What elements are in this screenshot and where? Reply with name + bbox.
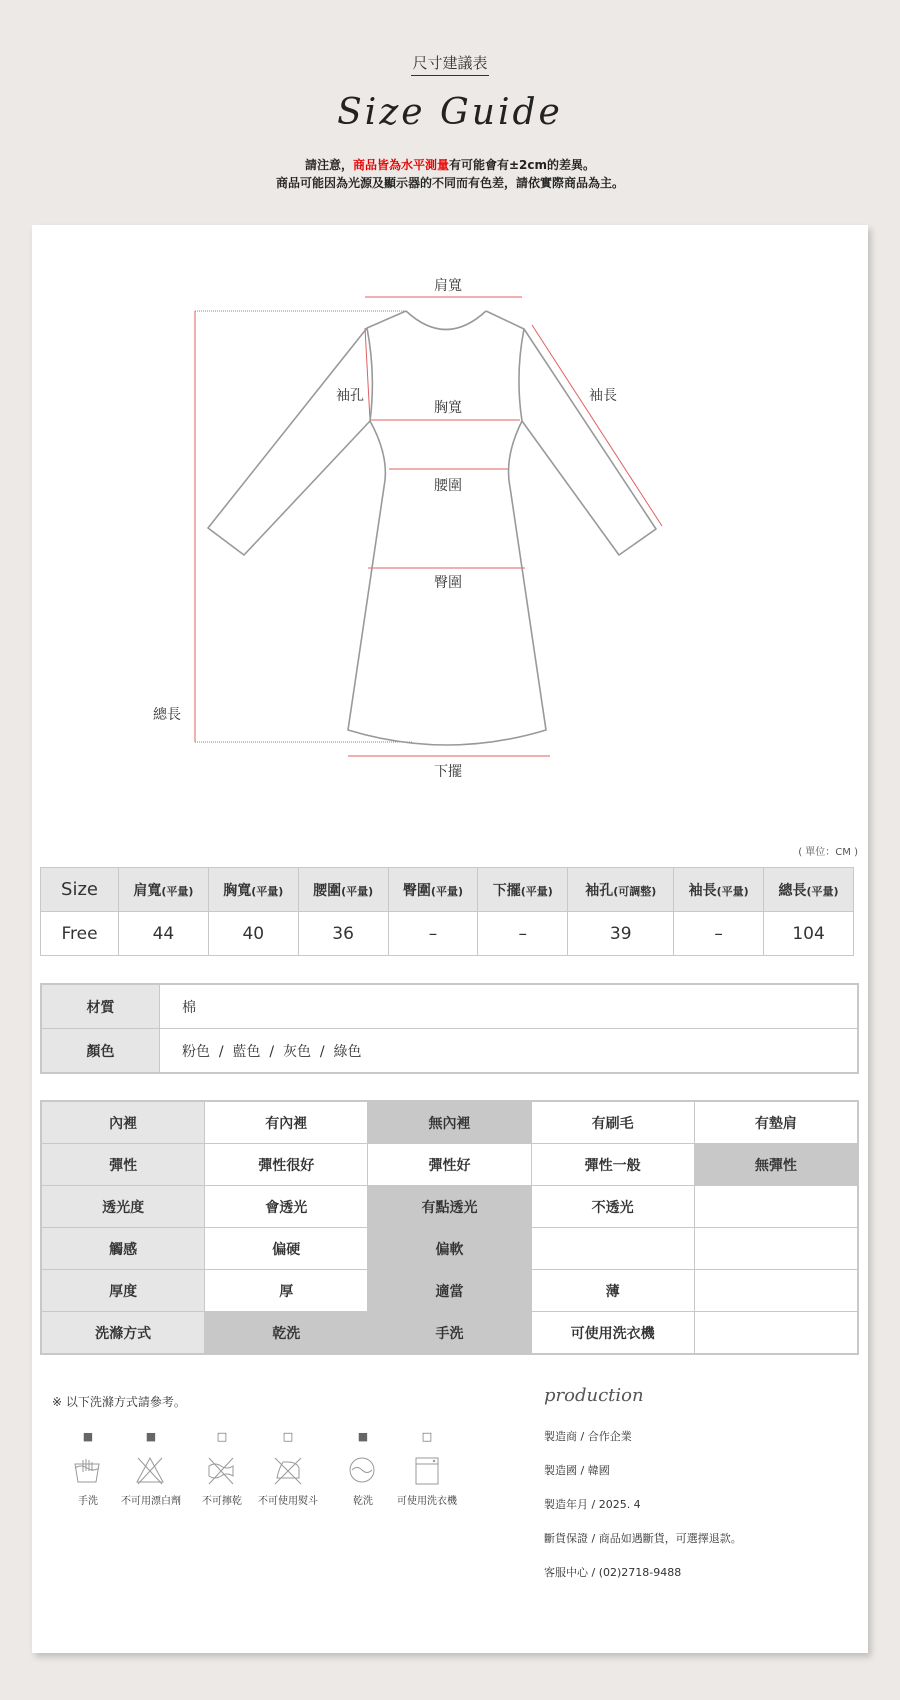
attribute-option: 有刷毛 [531,1101,694,1144]
size-header-cell: Size [41,868,119,912]
wash-label: 可使用洗衣機 [397,1496,457,1507]
label-hip: 臀圍 [434,575,462,591]
production-line: 斷貨保證 / 商品如遇斷貨，可選擇退款。 [544,1532,742,1545]
label-hem: 下擺 [434,764,462,780]
attribute-option: 適當 [368,1270,531,1312]
size-cell: 39 [568,912,674,956]
attribute-option: 不透光 [531,1186,694,1228]
wash-label: 手洗 [78,1496,98,1507]
size-header-cell: 肩寬(平量) [119,868,209,912]
material-label: 材質 [41,984,160,1029]
attribute-label: 內裡 [41,1101,205,1144]
size-header-cell: 臀圍(平量) [388,868,478,912]
wash-check-mark: □ [216,1430,228,1443]
unit-label: ( 單位：CM ) [798,847,858,858]
wash-note: ※ 以下洗滌方式請參考。 [52,1395,186,1409]
label-sleeve: 袖長 [589,388,617,404]
notice-line-2: 商品可能因為光源及顯示器的不同而有色差，請依實際商品為主。 [275,176,624,190]
no-iron-icon [273,1456,303,1486]
attribute-option: 偏硬 [205,1228,368,1270]
attribute-option [694,1186,858,1228]
size-guide-card [32,225,868,1653]
attribute-option: 會透光 [205,1186,368,1228]
size-cell: 36 [298,912,388,956]
label-chest: 胸寬 [434,400,462,416]
wash-check-mark: ■ [82,1430,94,1443]
color-label: 顏色 [41,1029,160,1074]
attribute-option: 彈性好 [368,1144,531,1186]
attribute-option: 薄 [531,1270,694,1312]
size-cell: 104 [764,912,854,956]
attribute-option: 手洗 [368,1312,531,1355]
size-cell: 40 [208,912,298,956]
table-row [41,1228,858,1270]
table-row [41,1270,858,1312]
size-table [40,867,854,956]
wash-item [111,1430,191,1507]
attribute-option: 彈性一般 [531,1144,694,1186]
wash-check-mark: □ [421,1430,433,1443]
attribute-option: 無內裡 [368,1101,531,1144]
dry-clean-icon [348,1456,378,1486]
wash-label: 乾洗 [353,1496,373,1507]
size-header-cell: 腰圍(平量) [298,868,388,912]
label-shoulder: 肩寬 [434,278,462,294]
production-line: 製造商 / 合作企業 [544,1430,632,1443]
size-header-cell: 下擺(平量) [478,868,568,912]
size-cell: Free [41,912,119,956]
wash-check-mark: ■ [145,1430,157,1443]
table-row [41,1029,858,1074]
page-title: Size Guide [337,92,563,133]
notice-highlight: 商品皆為水平測量 [352,158,449,172]
size-cell: – [388,912,478,956]
size-table-header [41,868,854,912]
attribute-option: 可使用洗衣機 [531,1312,694,1355]
attribute-label: 厚度 [41,1270,205,1312]
notice-text-b: 有可能會有±2cm的差異。 [449,158,596,172]
table-row [41,1186,858,1228]
attribute-label: 透光度 [41,1186,205,1228]
no-bleach-icon [136,1456,166,1486]
size-cell: 44 [119,912,209,956]
table-row [41,1144,858,1186]
wash-check-mark: □ [282,1430,294,1443]
washing-machine-icon [412,1456,442,1486]
label-armhole: 袖孔 [336,388,364,404]
attribute-label: 洗滌方式 [41,1312,205,1355]
size-header-cell: 總長(平量) [764,868,854,912]
size-header-cell: 胸寬(平量) [208,868,298,912]
measurement-notice [0,156,900,192]
attribute-option: 無彈性 [694,1144,858,1186]
color-value: 粉色 / 藍色 / 灰色 / 綠色 [160,1029,859,1074]
label-waist: 腰圍 [434,478,462,494]
size-header-cell: 袖長(平量) [674,868,764,912]
notice-text-a: 請注意， [304,158,353,172]
production-line: 製造年月 / 2025. 4 [544,1498,641,1511]
wash-label: 不可擰乾 [202,1496,242,1507]
material-color-table [40,983,859,1074]
wash-label: 不可用漂白劑 [121,1496,181,1507]
production-line: 製造國 / 韓國 [544,1464,610,1477]
label-length: 總長 [153,707,181,723]
attribute-option: 偏軟 [368,1228,531,1270]
attribute-option [694,1228,858,1270]
table-row [41,1312,858,1355]
no-wring-icon [207,1456,237,1486]
wash-item [248,1430,328,1507]
material-value: 棉 [160,984,859,1029]
attribute-option [694,1312,858,1355]
page-subtitle: 尺寸建議表 [411,54,488,76]
attribute-option [531,1228,694,1270]
attribute-option [694,1270,858,1312]
attribute-table [40,1100,859,1355]
attribute-label: 觸感 [41,1228,205,1270]
attribute-option: 有內裡 [205,1101,368,1144]
wash-check-mark: ■ [357,1430,369,1443]
size-header-cell: 袖孔(可調整) [568,868,674,912]
table-row [41,1101,858,1144]
production-title: production [544,1385,644,1406]
size-cell: – [674,912,764,956]
attribute-option: 有點透光 [368,1186,531,1228]
attribute-option: 有墊肩 [694,1101,858,1144]
production-line: 客服中心 / (02)2718-9488 [544,1566,682,1579]
attribute-option: 彈性很好 [205,1144,368,1186]
wash-item [387,1430,467,1507]
table-row [41,984,858,1029]
attribute-option: 厚 [205,1270,368,1312]
garment-diagram [32,225,868,825]
size-cell: – [478,912,568,956]
wash-label: 不可使用熨斗 [258,1496,318,1507]
hand-wash-icon [73,1456,103,1486]
table-row [41,912,854,956]
attribute-label: 彈性 [41,1144,205,1186]
attribute-option: 乾洗 [205,1312,368,1355]
